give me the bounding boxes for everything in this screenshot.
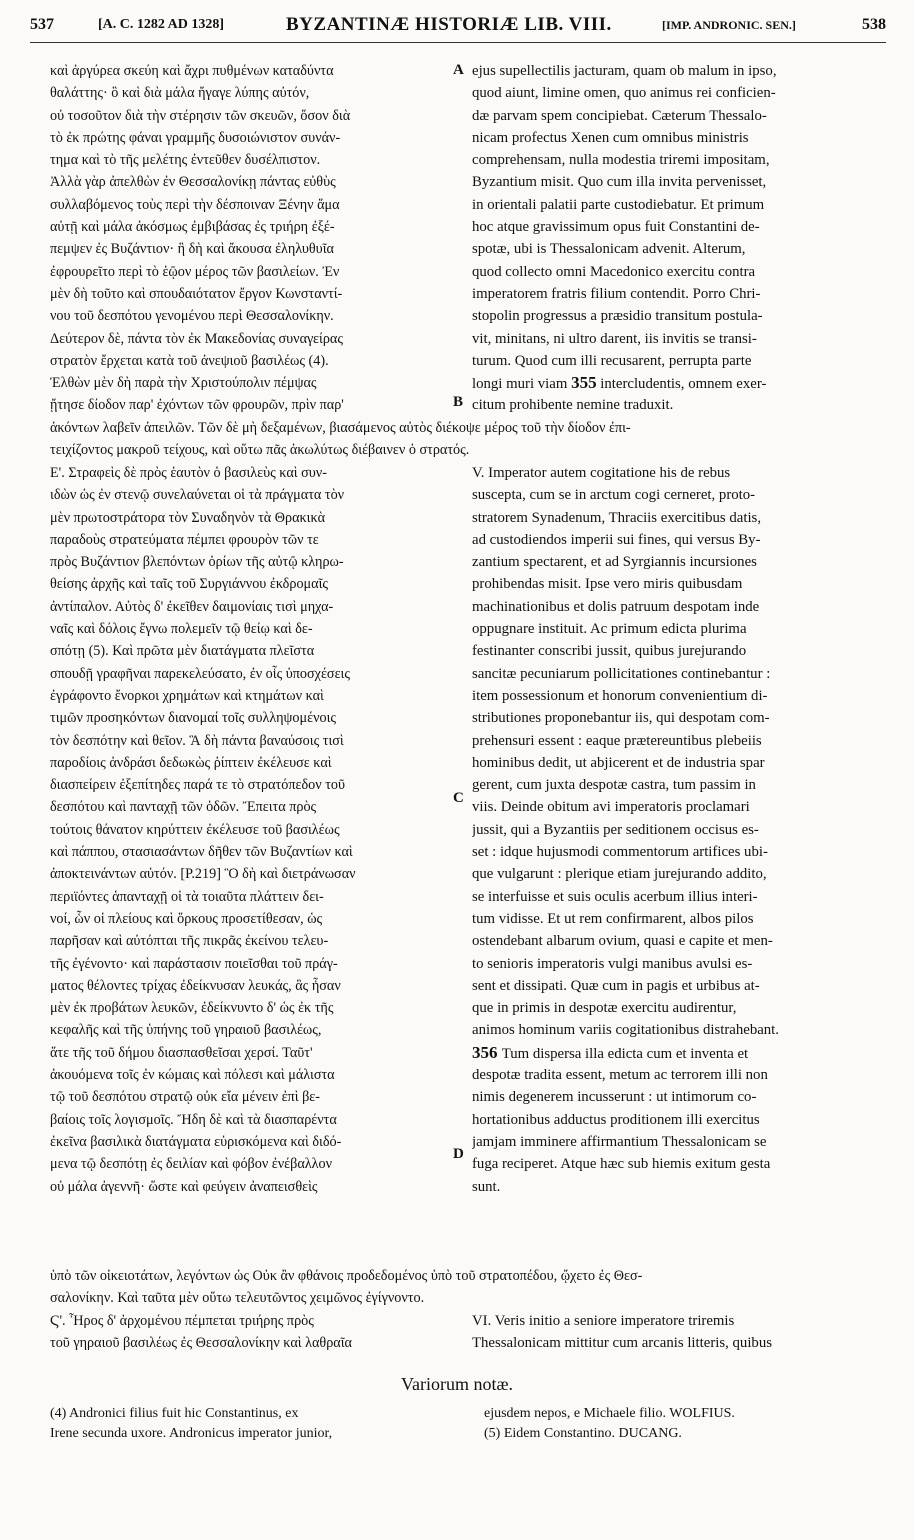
- text-line: comprehensam, nulla modestia triremi impositam,: [472, 152, 770, 169]
- text-line: παραδοὺς στρατεύματα πέμπει φρουρὸν τῶν τε: [50, 531, 319, 548]
- text-line: ejus supellectilis jacturam, quam ob malum in ipso,: [472, 63, 777, 79]
- text-line: sancitæ pecuniarum pollicitationes continebantur :: [472, 665, 771, 682]
- text-line: οὐ μάλα ἀγεννῆ· ὥστε καὶ φεύγειν ἀναπεισθεὶς: [50, 1178, 318, 1195]
- greek-column-2: [50, 462, 455, 1198]
- text-line: nimis degenerem incusserunt : ut intimorum co-: [472, 1089, 757, 1106]
- text-line: πεμψεν ἐς Βυζάντιον· ἣ δὴ καὶ ἄκουσα ἐληλυθυῖα: [50, 241, 334, 258]
- full-width-lines-1: [50, 417, 880, 461]
- page-number-left: 537: [30, 16, 54, 33]
- text-line: πρὸς Βυζάντιον βλεπόντων ὁρίων τῆς αὐτῷ κληρω-: [50, 554, 344, 571]
- text-line: οὐ τοσοῦτον διὰ τὴν στέρησιν τῶν σκευῶν, ὅσον διὰ: [50, 107, 351, 124]
- text-line: νοί, ὧν οἱ πλείους καὶ ὅρκους προσετίθεσαν, ὡς: [50, 910, 323, 927]
- text-line: Ε'. Στραφεὶς δὲ πρὸς ἑαυτὸν ὁ βασιλεὺς καὶ συν-: [50, 465, 327, 481]
- text-line: que vulgarunt : plerique etiam jurejurando addito,: [472, 866, 767, 883]
- text-line: ματος θέλοντες τρίχας ἐδείκνυσαν λευκάς, ἃς ἦσαν: [50, 977, 341, 994]
- header-rule: [30, 42, 886, 43]
- text-fragment: longi muri viam: [472, 376, 572, 393]
- text-line: περιϊόντες ἁπανταχῇ οἱ τὰ τοιαῦτα πλάττειν δει-: [50, 888, 324, 905]
- greek-column-3: [50, 1310, 455, 1355]
- margin-letter-b: B: [453, 394, 464, 410]
- text-line: dæ parvam spem concipiebat. Cæterum Thessalo-: [472, 107, 767, 124]
- text-line: item possessionum et honorum convenientium di-: [472, 687, 768, 704]
- text-line: prohibendas misit. Ipse vero miris quibusdam: [472, 576, 743, 593]
- text-line: ejusdem nepos, e Michaele filio. WOLFIUS.: [484, 1406, 735, 1421]
- text-line: V. Imperator autem cogitatione his de rebus: [472, 465, 731, 481]
- running-title: BYZANTINÆ HISTORIÆ LIB. VIII.: [286, 14, 612, 35]
- greek-column-1: [50, 60, 455, 417]
- text-line: suscepta, cum se in arctum cogi cerneret, proto-: [472, 487, 756, 504]
- edition-page-number: 355: [571, 373, 597, 393]
- text-line: fuga reciperet. Atque hæc sub hiemis exitum gesta: [472, 1156, 771, 1173]
- latin-column-2: [472, 462, 884, 1198]
- text-line: [472, 1042, 884, 1064]
- text-line: τῆς ἐγένοντο· καὶ παράστασιν ποιεῖσθαι τοῦ πράγ-: [50, 955, 338, 972]
- text-fragment: intercludentis, omnem exer-: [596, 376, 767, 393]
- text-line: quod collecto omni Macedonico exercitu contra: [472, 263, 756, 280]
- text-line: festinanter conscribi jussit, quibus jurejurando: [472, 643, 747, 660]
- text-line: τιμῶν προσηκόντων διανομαί τοῖς συλληψομένοις: [50, 710, 337, 727]
- text-line: ἀκουόμενα τοῖς ἐν κώμαις καὶ πόλεσι καὶ μάλιστα: [50, 1067, 335, 1084]
- text-line: τὸ ἐκ πρώτης φάναι γραμμῆς δυσοιώνιστον συνάν-: [50, 129, 341, 146]
- text-line: διασπείρειν ἐξεπίτηδες παρά τε τὸ στρατόπεδον τοῦ: [50, 777, 346, 794]
- full-width-lines-2: [50, 1265, 880, 1309]
- text-line: set : idque hujusmodi commentorum artifices ubi-: [472, 844, 768, 861]
- text-line: jussit, qui a Byzantiis per seditionem occisus es-: [472, 821, 759, 838]
- text-line: παροδίοις ἀνδράσι δεδωκὼς ῥίπτειν ἐκέλευσε καὶ: [50, 754, 332, 771]
- text-line: despotæ tradita essent, metum ac terrorem illi non: [472, 1067, 768, 1084]
- text-line: Ἐλθὼν μὲν δὴ παρὰ τὴν Χριστούπολιν πέμψας: [50, 375, 317, 392]
- text-line: ἐφρουρεῖτο περὶ τὸ ἑῷον μέρος τῶν βασιλείων. Ἐν: [50, 263, 340, 280]
- year-range: [A. C. 1282 AD 1328]: [98, 17, 224, 32]
- text-line: in orientali palatii parte custodiebatur. Et primum: [472, 196, 765, 213]
- text-line: oppugnare instituit. Ac primum edicta plurima: [472, 621, 747, 638]
- text-line: καὶ ἀργύρεα σκεύη καὶ ἄχρι πυθμένων καταδύντα: [50, 63, 334, 79]
- page-header: [30, 10, 886, 44]
- text-line: βαίοις τοῖς λογισμοῖς. Ἤδη δὲ καὶ τὰ διασπαρέντα: [50, 1111, 337, 1128]
- text-line: ἐκεῖνα βασιλικὰ διατάγματα εὑρισκόμενα καὶ διδό-: [50, 1133, 342, 1150]
- text-line: τειχίζοντος μακροῦ τείχους, καὶ οὕτω πᾶς ἀκωλύτως διέβαινεν ὁ στρατός.: [50, 442, 470, 458]
- text-fragment: Tum dispersa illa edicta cum et inventa et: [501, 1045, 749, 1062]
- text-line: τοῦ γηραιοῦ βασιλέως ἐς Θεσσαλονίκην καὶ λαθραῖα: [50, 1335, 352, 1352]
- notes-title: Variorum notæ.: [401, 1374, 513, 1394]
- text-line: Ϛ'. Ἦρος δ' ἀρχομένου πέμπεται τριήρης πρὸς: [50, 1313, 314, 1329]
- latin-column-3: [472, 1310, 884, 1355]
- text-line: nicam profectus Xenen cum omnibus ministris: [472, 129, 749, 146]
- text-line: stratorem Synadenum, Thraciis exercitibus datis,: [472, 509, 762, 526]
- text-line: ἀντίπαλον. Αὐτὸς δ' ἐκεῖθεν δαιμονίαις τισὶ μηχα-: [50, 598, 334, 615]
- text-line: turum. Quod cum illi recusarent, perrupta parte: [472, 352, 752, 369]
- page-number-right: 538: [862, 16, 886, 33]
- text-line: μὲν πρωτοστράτορα τὸν Συναδηνὸν τὰ Θρακικὰ: [50, 509, 326, 526]
- text-line: Δεύτερον δὲ, πάντα τὸν ἐκ Μακεδονίας συναγείρας: [50, 330, 343, 347]
- text-line: συλλαβόμενος τοὺς περὶ τὴν δέσποιναν Ξένην ἅμα: [50, 196, 340, 213]
- text-line: quod aiunt, limine omen, quo animus rei conficien-: [472, 85, 776, 102]
- text-line: stributiones proponebantur iis, qui despotam com-: [472, 710, 770, 727]
- text-line: τῷ τοῦ δεσπότου στρατῷ οὐκ εἴα μένειν ἐπὶ βε-: [50, 1089, 320, 1106]
- text-line: θείσης ἀρχῆς καὶ ταῖς τοῦ Συργιάννου ἐκδρομαῖς: [50, 576, 329, 593]
- section-heading: [IMP. ANDRONIC. SEN.]: [662, 18, 796, 32]
- text-line: to senioris imperatoris vulgi manibus avulsi es-: [472, 955, 753, 972]
- text-line: ναῖς καὶ δόλοις ἔγνω πολεμεῖν τῷ θείῳ καὶ δε-: [50, 621, 313, 638]
- text-line: στρατὸν ἔρχεται κατὰ τοῦ ἀνεψιοῦ βασιλέως (4).: [50, 352, 329, 369]
- text-line: τούτοις θάνατον κηρύττειν ἐκέλευσε τοῦ βασιλέως: [50, 821, 340, 838]
- text-line: Thessalonicam mittitur cum arcanis litteris, quibus: [472, 1335, 772, 1352]
- text-line: μὲν δὴ τοῦτο καὶ σπουδαιότατον ἔργον Κωνσταντί-: [50, 285, 343, 302]
- text-line: τημα καὶ τὸ τῆς μελέτης ἐντεῦθεν δυσέλπιστον.: [50, 152, 321, 169]
- text-line: hortationibus adductus proditionem illi exercitus: [472, 1111, 760, 1128]
- text-line: hoc atque gravissimum opus fuit Constantini de-: [472, 219, 760, 236]
- text-line: animos hominum variis cogitationibus distrahebant.: [472, 1022, 779, 1039]
- text-line: σαλονίκην. Καὶ ταῦτα μὲν οὕτω τελευτῶντος χειμῶνος ἐγίγνοντο.: [50, 1290, 425, 1306]
- text-line: prehensuri essent : eaque prætereuntibus plebeiis: [472, 732, 762, 749]
- text-line: Ἀλλὰ γὰρ ἀπελθὼν ἐν Θεσσαλονίκῃ πάντας εὐθὺς: [50, 174, 336, 191]
- text-line: citum prohibente nemine traduxit.: [472, 397, 674, 414]
- text-line: sent et dissipati. Quæ cum in pagis et urbibus at-: [472, 977, 760, 994]
- text-line: se interfuisse et suis oculis acerbum illius interi-: [472, 888, 758, 905]
- margin-letter-d: D: [453, 1146, 464, 1162]
- text-line: ἀκόντων λαβεῖν ἀπειλῶν. Τῶν δὲ μὴ δεξαμένων, βιασάμενος αὐτὸς διέκοψε μέρος τοῦ τὴν δίοδον ἐπι-: [50, 420, 631, 436]
- text-line: tum vidisse. Et ut rem confirmarent, albos pilos: [472, 910, 754, 927]
- text-line: jamjam imminere affirmantium Thessalonicam se: [472, 1133, 767, 1150]
- text-line: que in primis in despotæ exercitu audirentur,: [472, 1000, 737, 1017]
- text-line: παρῆσαν καὶ αὐτόπται τῆς πικρᾶς ἐκείνου τελευ-: [50, 933, 329, 950]
- text-line: sunt.: [472, 1178, 501, 1195]
- text-line: θαλάττης· ὃ καὶ διὰ μάλα ἤγαγε λύπης αὐτόν,: [50, 85, 310, 102]
- text-line: zantium spectarent, et ad Syrgiannis incursiones: [472, 554, 757, 571]
- latin-column-1: [472, 60, 884, 417]
- text-line: stopolin progressus a præsidio transitum postula-: [472, 308, 763, 325]
- text-line: μὲν ἐκ προβάτων λευκῶν, ἐδείκνυντο δ' ὡς ἐκ τῆς: [50, 1000, 334, 1017]
- text-line: δεσπότου καὶ πανταχῇ τῶν ὁδῶν. Ἔπειτα πρὸς: [50, 799, 317, 816]
- text-line: (4) Andronici filius fuit hic Constantinus, ex: [50, 1406, 299, 1421]
- text-line: ἀποκτεινάντων αὐτόν. [P.219] Ὃ δὴ καὶ διετράνωσαν: [50, 866, 356, 883]
- text-line: spotæ, ubi is Thessalonicam advenit. Alterum,: [472, 241, 746, 258]
- text-line: ὑπὸ τῶν οἰκειοτάτων, λεγόντων ὡς Οὐκ ἂν φθάνοις προδεδομένος ὑπὸ τοῦ στρατοπέδου, ᾤχετο ἐς Θεσ-: [50, 1268, 643, 1284]
- margin-letter-c: C: [453, 790, 464, 806]
- text-line: vit, minitans, ni ultro darent, iis invitis se transi-: [472, 330, 757, 347]
- text-line: machinationibus et dolis patruum despotam inde: [472, 598, 760, 615]
- text-line: hominibus dedit, ut abjicerent et de industria spar: [472, 754, 765, 771]
- text-line: [472, 372, 884, 394]
- text-line: VI. Veris initio a seniore imperatore triremis: [472, 1313, 735, 1329]
- text-line: ιδὼν ὡς ἐν στενῷ συνελαύνεται οἱ τὰ πράγματα τὸν: [50, 487, 345, 504]
- text-line: ἐγράφοντο ἔνορκοι χρημάτων καὶ κτημάτων καὶ: [50, 687, 324, 704]
- text-line: σπότῃ (5). Καὶ πρῶτα μὲν διατάγματα πλεῖστα: [50, 643, 315, 660]
- notes-left-column: [50, 1404, 460, 1444]
- text-line: viis. Deinde obitum avi imperatoris proclamari: [472, 799, 750, 816]
- text-line: ᾔτησε δίοδον παρ' ἐχόντων τῶν φρουρῶν, πρὶν παρ': [50, 397, 344, 414]
- text-line: Byzantium misit. Quo cum illa invita pervenisset,: [472, 174, 767, 191]
- text-line: σπουδῇ γραφῆναι παρεκελεύσατο, ἐν οἷς ὑποσχέσεις: [50, 665, 350, 682]
- text-line: ἅτε τῆς τοῦ δήμου διασπασθεῖσαι χερσί. Ταῦτ': [50, 1044, 313, 1061]
- text-line: νου τοῦ δεσπότου γενομένου περὶ Θεσσαλονίκην.: [50, 308, 334, 325]
- text-line: ad custodiendos imperii sui fines, qui versus By-: [472, 531, 761, 548]
- text-line: μενα τῷ δεσπότῃ ἐς δειλίαν καὶ φόβον ἐνέβαλλον: [50, 1156, 333, 1173]
- text-line: imperatorem fratris filium contendit. Porro Chri-: [472, 285, 761, 302]
- text-line: καὶ πάππου, στασιασάντων δῆθεν τῶν Βυζαντίων καὶ: [50, 844, 353, 861]
- notes-right-column: [484, 1404, 884, 1444]
- text-line: Irene secunda uxore. Andronicus imperator junior,: [50, 1426, 333, 1441]
- text-line: κεφαλῆς καὶ τῆς ὑπήνης τοῦ γηραιοῦ βασιλέως,: [50, 1022, 322, 1039]
- text-line: ostendebant albarum ovium, quasi e capite et men-: [472, 933, 773, 950]
- edition-page-number: 356: [472, 1042, 502, 1062]
- text-line: τὸν δεσπότην καὶ θεῖον. Ἃ δὴ πάντα βαναύσοις τισὶ: [50, 732, 344, 749]
- margin-letter-a: A: [453, 62, 464, 78]
- text-line: (5) Eidem Constantino. DUCANG.: [484, 1426, 682, 1441]
- text-line: gerent, cum juxta despotæ castra, tum passim in: [472, 777, 756, 794]
- text-line: αὐτῇ καὶ μάλα ἀκόσμως ἐμβιβάσας ἐς τριήρη ἐξέ-: [50, 219, 335, 236]
